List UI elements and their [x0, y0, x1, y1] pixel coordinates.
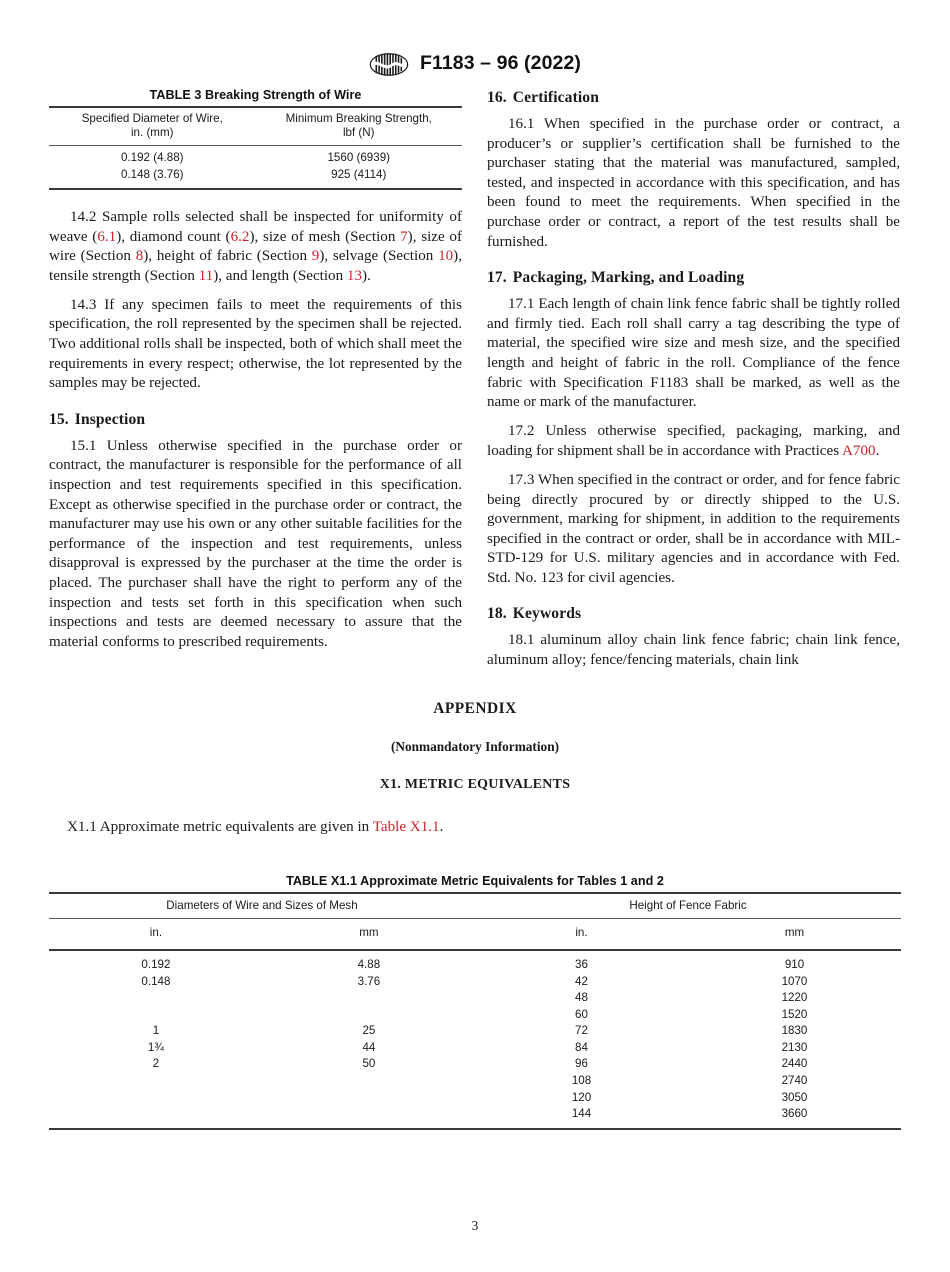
cell-height-mm: 1070	[781, 974, 808, 988]
table-x1-1-unit-mm-wire: mm	[359, 926, 379, 939]
table-x1-1-group-header-row	[49, 893, 901, 919]
cell-wire-in	[49, 1089, 263, 1106]
standard-designation: F1183 – 96 (2022)	[419, 52, 582, 74]
left-column	[49, 88, 462, 652]
cell-wire-mm	[263, 1089, 475, 1106]
cell-wire-in: 1¾	[147, 1040, 164, 1054]
table-3-header-strength	[256, 107, 463, 145]
cell-height-mm: 1520	[781, 1007, 808, 1021]
table-row	[49, 1073, 901, 1090]
p-17-2-post: .	[875, 442, 880, 459]
table-3-cell-strength: 925 (4114)	[331, 168, 387, 182]
cell-height-in: 48	[575, 991, 588, 1005]
cell-height-mm: 2440	[781, 1057, 808, 1071]
cell-height-mm: 3660	[781, 1107, 808, 1121]
table-x1-1-unit-in-height: in.	[575, 926, 588, 939]
section-15-title: Inspection	[74, 410, 146, 428]
table-3-header-strength-line1: Minimum Breaking Strength,	[285, 112, 432, 125]
cell-height-in: 84	[575, 1040, 588, 1054]
cell-height-mm: 910	[784, 958, 805, 971]
running-head	[0, 50, 950, 77]
table-x1-1-unit-in-wire: in.	[149, 926, 163, 939]
section-17-number: 17.	[487, 269, 507, 287]
p-14-2-m2: ), size of mesh (Section	[249, 228, 401, 245]
xref-6-2[interactable]: 6.2	[230, 228, 250, 245]
cell-height-mm: 1220	[781, 991, 808, 1005]
table-3-header-diameter	[49, 107, 256, 145]
table-row	[49, 1023, 901, 1040]
table-x1-1-group-height: Height of Fence Fabric	[629, 899, 747, 912]
cell-wire-in: 1	[152, 1024, 160, 1038]
p-14-2-m1: ), diamond count (	[116, 228, 231, 245]
table-row	[49, 1007, 901, 1024]
table-row	[49, 1040, 901, 1057]
p-x1-1-pre: X1.1 Approximate metric equivalents are given in	[67, 819, 373, 835]
table-row	[49, 167, 462, 189]
xref-section-8[interactable]: 8	[135, 248, 144, 265]
cell-height-in: 72	[575, 1024, 588, 1038]
paragraph-14-2	[49, 208, 462, 286]
cell-wire-mm: 25	[362, 1024, 376, 1038]
cell-wire-mm	[263, 1106, 475, 1129]
cell-wire-in	[49, 1073, 263, 1090]
section-16-title: Certification	[512, 89, 599, 106]
paragraph-15-1: 15.1 Unless otherwise specified in the purchase order or contract, the manufacturer is responsible for the performance of all inspection and test requirements specified in this specification. Except as otherwise specified in the purchase order or contract, the manufacturer may use his own or any other suitable facilities for the performance of the inspection and test requirements, unless disapproval is expressed by the purchaser at the time the order is placed. The purchaser shall have the right to perform any of the inspection and tests set forth in this specification when such inspections and tests are deemed necessary to assure that the material conforms to prescribed requirements.	[49, 437, 462, 650]
cell-wire-mm: 4.88	[357, 958, 381, 971]
cell-wire-in: 0.192	[141, 958, 171, 971]
table-x1-1-unit-header-row	[49, 919, 901, 951]
section-heading-16	[487, 88, 900, 107]
p-14-2-pre: 14.2 Sample rolls selected shall be inspected for uniformity of weave (	[49, 209, 462, 245]
p-x1-1-post: .	[439, 819, 444, 835]
p-17-2-pre: 17.2 Unless otherwise specified, packaging, marking, and loading for shipment shall be in accordance with Practices	[487, 423, 900, 459]
xref-6-1[interactable]: 6.1	[97, 228, 117, 245]
table-3-grid	[49, 106, 462, 190]
cell-height-mm: 2740	[781, 1074, 808, 1088]
p-14-2-m7: ), and length (Section	[213, 267, 347, 284]
cell-height-mm: 3050	[781, 1090, 808, 1104]
cell-height-in: 120	[571, 1090, 592, 1104]
table-row	[49, 1056, 901, 1073]
table-3-cell-diameter: 0.148 (3.76)	[120, 168, 184, 182]
cell-height-in: 60	[575, 1007, 588, 1021]
cell-wire-mm: 3.76	[357, 974, 381, 988]
paragraph-16-1: 16.1 When specified in the purchase order or contract, a producer’s or supplier’s certification shall be furnished to the purchaser stating that the material was manufactured, sampled, tested, and inspected in accordance with this specification, and has been found to meet the requirements. When specified in the purchase order or contract, a report of the test results shall be furnished.	[487, 116, 900, 250]
page-number: 3	[471, 1218, 479, 1233]
table-row	[49, 145, 462, 167]
p-14-2-m3: ), size of wire (Section	[49, 228, 462, 265]
right-column	[487, 88, 900, 671]
xref-section-9[interactable]: 9	[311, 248, 320, 265]
xref-section-13[interactable]: 13	[346, 267, 363, 284]
p-14-2-m4: ), height of fabric (Section	[143, 248, 312, 265]
table-row	[49, 1106, 901, 1129]
cell-height-in: 36	[575, 958, 588, 971]
table-3-header-diameter-line2: in. (mm)	[130, 126, 174, 140]
table-x1-1-grid	[49, 892, 901, 1130]
cell-height-in: 42	[575, 974, 588, 988]
table-row	[49, 1089, 901, 1106]
cell-wire-in	[49, 1106, 263, 1129]
table-3-header-diameter-line1: Specified Diameter of Wire,	[81, 112, 223, 125]
xref-section-11[interactable]: 11	[198, 267, 214, 284]
paragraph-x1-1	[49, 818, 462, 838]
paragraph-14-3: 14.3 If any specimen fails to meet the requirements of this specification, the roll represented by the specimen shall be rejected. Two additional rolls shall be inspected, both of which shall meet the requirements in every respect; otherwise, the lot represented by the samples may be rejected.	[49, 296, 462, 392]
cell-wire-in: 2	[152, 1057, 160, 1071]
table-3-caption: TABLE 3 Breaking Strength of Wire	[149, 88, 362, 102]
cell-height-in: 108	[571, 1074, 592, 1088]
cell-wire-in	[49, 1007, 263, 1024]
appendix-subheading: (Nonmandatory Information)	[390, 739, 560, 754]
cell-wire-mm: 50	[362, 1057, 376, 1071]
cell-wire-in	[49, 990, 263, 1007]
cell-height-mm: 2130	[781, 1040, 808, 1054]
p-14-2-m5: ), selvage (Section	[319, 248, 439, 265]
cell-height-mm: 1830	[781, 1024, 808, 1038]
astm-logo-icon	[369, 51, 409, 78]
table-row	[49, 990, 901, 1007]
xref-section-10[interactable]: 10	[438, 248, 454, 265]
section-16-number: 16.	[487, 89, 507, 106]
xref-a700[interactable]: A700	[842, 442, 876, 459]
cell-height-in: 144	[571, 1107, 592, 1121]
table-row	[49, 973, 901, 990]
p-14-2-m6: ), tensile strength (Section	[49, 248, 462, 284]
paragraph-17-1: 17.1 Each length of chain link fence fabric shall be tightly rolled and firmly tied. Each roll shall carry a tag describing the type of material, the specified wire size and mesh size, and the specified length and height of fabric in the roll. Compliance of the fence fabric with Specification F1183 shall be marked, as well as the name or mark of the manufacturer.	[487, 296, 900, 411]
appendix-section	[49, 700, 901, 838]
table-x1-1	[49, 874, 901, 1130]
table-row	[49, 950, 901, 973]
paragraph-17-3: 17.3 When specified in the contract or order, and for fence fabric being directly procured by or directly shipped to the U.S. government, marking for shipment, in addition to the requirements specified in the contract or order, shall be in accordance with MIL-STD-129 for U.S. military agencies and in accordance with Fed. Std. No. 123 for civil agencies.	[487, 471, 900, 586]
section-heading-18	[487, 604, 900, 623]
table-3-cell-diameter: 0.192 (4.88)	[120, 150, 184, 164]
appendix-section-title: X1. METRIC EQUIVALENTS	[379, 777, 571, 792]
table-3	[49, 88, 462, 190]
paragraph-18-1: 18.1 aluminum alloy chain link fence fabric; chain link fence, aluminum alloy; fence/fencing materials, chain link	[487, 632, 900, 669]
p-14-2-post: ).	[362, 267, 371, 284]
cell-wire-mm: 44	[362, 1040, 376, 1054]
cell-wire-mm	[263, 1073, 475, 1090]
table-3-bottom-rule	[49, 189, 462, 190]
table-3-header-strength-line2: lbf (N)	[342, 126, 375, 140]
xref-table-x1-1[interactable]: Table X1.1	[372, 819, 440, 835]
table-3-header-row	[49, 107, 462, 145]
paragraph-17-2	[487, 422, 900, 461]
cell-wire-in: 0.148	[141, 974, 171, 988]
xref-section-7[interactable]: 7	[400, 228, 408, 245]
cell-height-in: 96	[575, 1057, 588, 1071]
cell-wire-mm	[263, 1007, 475, 1024]
section-17-title: Packaging, Marking, and Loading	[512, 269, 745, 287]
section-18-title: Keywords	[512, 605, 582, 623]
section-18-number: 18.	[487, 605, 507, 623]
appendix-heading: APPENDIX	[433, 700, 517, 717]
section-heading-15	[49, 410, 462, 429]
section-15-number: 15.	[49, 410, 69, 428]
table-x1-1-bottom-rule	[49, 1129, 901, 1130]
table-x1-1-unit-mm-height: mm	[784, 926, 805, 939]
table-x1-1-group-wire: Diameters of Wire and Sizes of Mesh	[166, 899, 358, 912]
cell-wire-mm	[263, 990, 475, 1007]
section-heading-17	[487, 268, 900, 287]
table-3-cell-strength: 1560 (6939)	[327, 150, 391, 164]
table-x1-1-caption: TABLE X1.1 Approximate Metric Equivalents for Tables 1 and 2	[286, 874, 664, 888]
